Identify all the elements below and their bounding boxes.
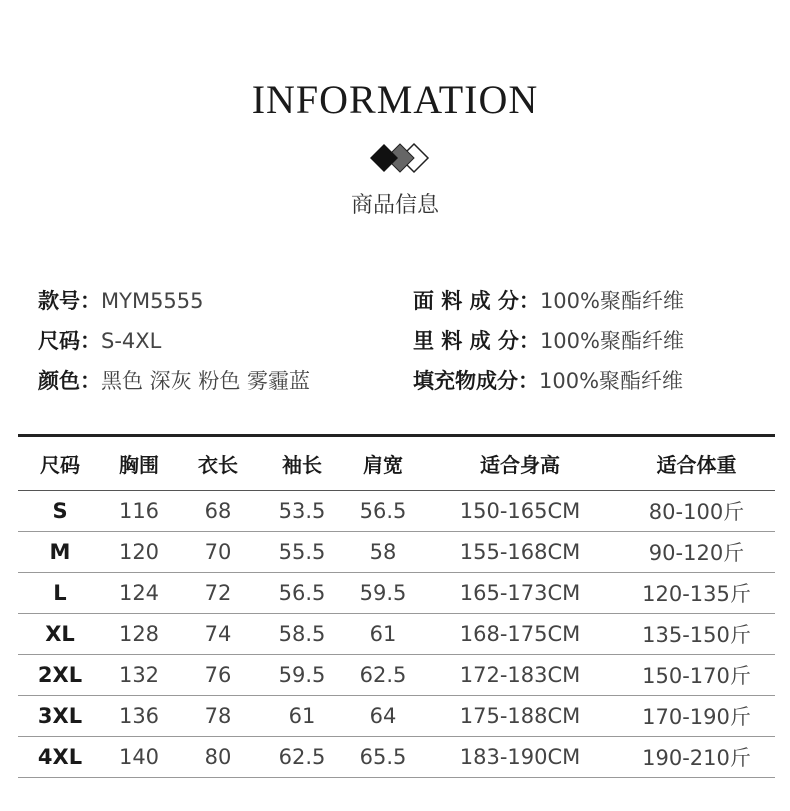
table-cell: 120-135斤: [618, 573, 775, 614]
diamond-ornament-icon: [368, 142, 430, 174]
table-cell: 78: [176, 696, 260, 737]
table-cell: 135-150斤: [618, 614, 775, 655]
table-cell: 65.5: [344, 737, 422, 778]
table-cell: 116: [102, 491, 176, 532]
table-cell: 165-173CM: [422, 573, 618, 614]
table-cell: 170-190斤: [618, 696, 775, 737]
table-cell: 140: [102, 737, 176, 778]
info-label: 颜色：: [38, 369, 101, 393]
info-row-lining-fabric: [413, 326, 684, 366]
size-cell: 3XL: [18, 696, 102, 737]
table-row: [18, 696, 775, 737]
info-value: 黑色 深灰 粉色 雾霾蓝: [101, 369, 311, 393]
size-table: [18, 437, 775, 778]
table-cell: 80: [176, 737, 260, 778]
table-cell: 61: [260, 696, 344, 737]
info-value: MYM5555: [101, 289, 204, 313]
table-cell: 70: [176, 532, 260, 573]
table-cell: 62.5: [260, 737, 344, 778]
info-row-style-number: [38, 286, 310, 326]
table-cell: 175-188CM: [422, 696, 618, 737]
table-cell: 76: [176, 655, 260, 696]
table-cell: 150-165CM: [422, 491, 618, 532]
info-row-colors: [38, 366, 310, 406]
product-info-right: [413, 286, 684, 406]
table-cell: 53.5: [260, 491, 344, 532]
size-chart: [18, 434, 775, 778]
size-cell: XL: [18, 614, 102, 655]
info-label: 款号：: [38, 289, 101, 313]
table-cell: 80-100斤: [618, 491, 775, 532]
info-row-shell-fabric: [413, 286, 684, 326]
table-cell: 136: [102, 696, 176, 737]
info-value: 100%聚酯纤维: [539, 329, 684, 353]
info-label: 里 料 成 分：: [413, 329, 540, 353]
table-cell: 59.5: [260, 655, 344, 696]
column-header: 胸围: [102, 437, 176, 491]
table-cell: 172-183CM: [422, 655, 618, 696]
table-cell: 72: [176, 573, 260, 614]
info-label: 面 料 成 分：: [413, 289, 540, 313]
column-header: 肩宽: [344, 437, 422, 491]
table-cell: 62.5: [344, 655, 422, 696]
table-cell: 90-120斤: [618, 532, 775, 573]
table-row: [18, 491, 775, 532]
table-cell: 64: [344, 696, 422, 737]
table-cell: 56.5: [344, 491, 422, 532]
table-header-row: [18, 437, 775, 491]
table-cell: 56.5: [260, 573, 344, 614]
table-cell: 58.5: [260, 614, 344, 655]
info-label: 填充物成分：: [413, 369, 539, 393]
size-cell: S: [18, 491, 102, 532]
info-value: 100%聚酯纤维: [539, 369, 684, 393]
table-cell: 120: [102, 532, 176, 573]
info-value: S-4XL: [101, 329, 162, 353]
table-cell: 132: [102, 655, 176, 696]
size-cell: M: [18, 532, 102, 573]
table-cell: 61: [344, 614, 422, 655]
column-header: 适合体重: [618, 437, 775, 491]
info-value: 100%聚酯纤维: [539, 289, 684, 313]
table-cell: 124: [102, 573, 176, 614]
table-cell: 168-175CM: [422, 614, 618, 655]
info-row-size-range: [38, 326, 310, 366]
table-row: [18, 573, 775, 614]
table-row: [18, 737, 775, 778]
table-cell: 128: [102, 614, 176, 655]
page-subtitle: 商品信息: [350, 193, 439, 218]
table-row: [18, 655, 775, 696]
table-row: [18, 532, 775, 573]
black-diamond-icon: [370, 144, 398, 172]
info-row-filling: [413, 366, 684, 406]
page-title: INFORMATION: [251, 77, 539, 122]
size-cell: L: [18, 573, 102, 614]
table-cell: 183-190CM: [422, 737, 618, 778]
size-cell: 4XL: [18, 737, 102, 778]
column-header: 袖长: [260, 437, 344, 491]
column-header: 尺码: [18, 437, 102, 491]
info-label: 尺码：: [38, 329, 101, 353]
column-header: 适合身高: [422, 437, 618, 491]
table-cell: 55.5: [260, 532, 344, 573]
table-cell: 58: [344, 532, 422, 573]
table-cell: 150-170斤: [618, 655, 775, 696]
table-cell: 190-210斤: [618, 737, 775, 778]
product-info-left: [38, 286, 310, 406]
table-cell: 59.5: [344, 573, 422, 614]
column-header: 衣长: [176, 437, 260, 491]
table-row: [18, 614, 775, 655]
table-cell: 155-168CM: [422, 532, 618, 573]
size-cell: 2XL: [18, 655, 102, 696]
table-cell: 68: [176, 491, 260, 532]
table-cell: 74: [176, 614, 260, 655]
